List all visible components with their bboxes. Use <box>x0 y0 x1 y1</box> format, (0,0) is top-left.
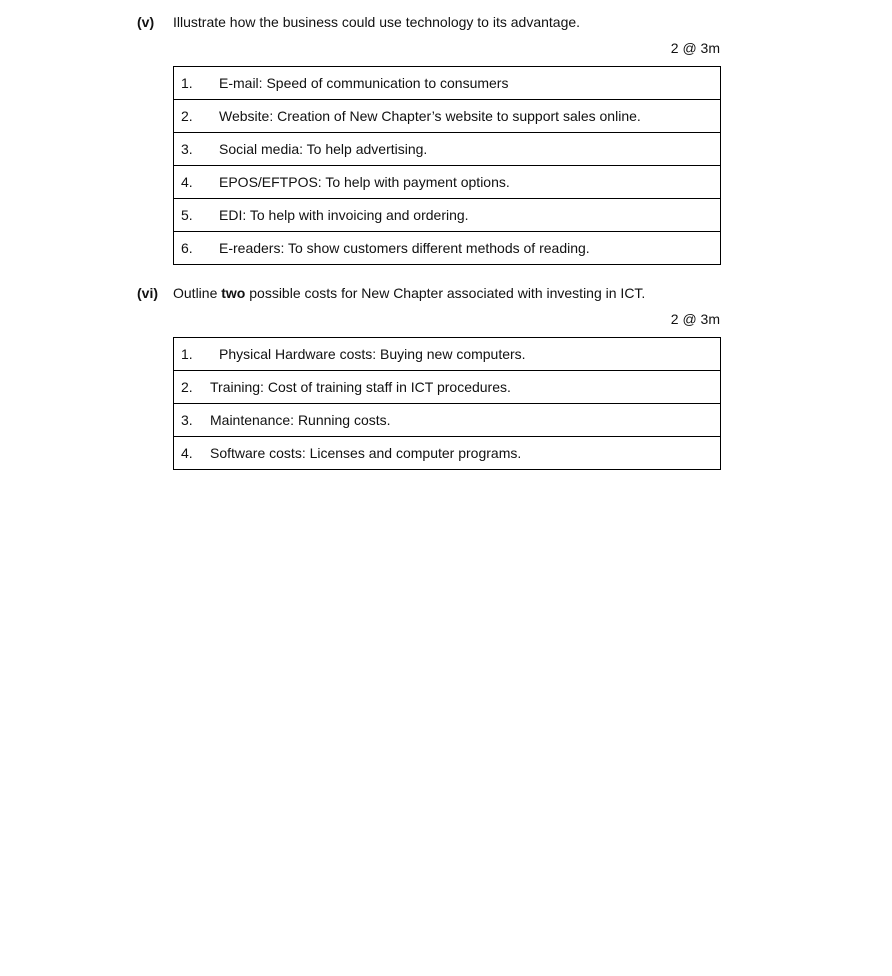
row-number: 2. <box>181 108 193 124</box>
question-text-part: possible costs for New Chapter associated with investing in ICT. <box>245 285 646 301</box>
answer-cell <box>174 232 721 265</box>
answer-text: Social media: To help advertising. <box>219 141 428 157</box>
answer-cell <box>174 199 721 232</box>
row-number: 1. <box>181 75 193 91</box>
answer-cell <box>174 404 721 437</box>
table-row <box>174 199 721 232</box>
question-number: (v) <box>137 14 155 30</box>
table-row <box>174 67 721 100</box>
question-number: (vi) <box>137 285 158 301</box>
row-number: 1. <box>181 346 193 362</box>
row-number: 5. <box>181 207 193 223</box>
question-text-emphasis: two <box>221 285 246 301</box>
answer-text: Website: Creation of New Chapter’s website to support sales online. <box>219 108 641 124</box>
table-row <box>174 100 721 133</box>
answer-cell <box>174 166 721 199</box>
marks-allocation: 2 @ 3m <box>670 311 720 327</box>
row-number: 3. <box>181 141 193 157</box>
answer-text: Software costs: Licenses and computer programs. <box>210 445 522 461</box>
answer-cell <box>174 100 721 133</box>
question-text-part: Outline <box>173 285 222 301</box>
answer-table-v <box>173 66 721 265</box>
answer-table-vi <box>173 337 721 470</box>
question-vi-heading <box>137 283 645 303</box>
table-row <box>174 338 721 371</box>
answer-text: EDI: To help with invoicing and ordering. <box>219 207 469 223</box>
answer-text: E-mail: Speed of communication to consumers <box>219 75 509 91</box>
answer-cell <box>174 371 721 404</box>
answer-text: Maintenance: Running costs. <box>210 412 391 428</box>
answer-text: Training: Cost of training staff in ICT procedures. <box>210 379 511 395</box>
question-text <box>173 285 645 301</box>
row-number: 4. <box>181 174 193 190</box>
table-row <box>174 166 721 199</box>
table-row <box>174 437 721 470</box>
row-number: 4. <box>181 445 193 461</box>
table-row <box>174 371 721 404</box>
answer-cell <box>174 437 721 470</box>
table-row <box>174 404 721 437</box>
answer-text: E-readers: To show customers different methods of reading. <box>219 240 590 256</box>
row-number: 2. <box>181 379 193 395</box>
table-row <box>174 133 721 166</box>
answer-cell <box>174 133 721 166</box>
answer-text: EPOS/EFTPOS: To help with payment options. <box>219 174 510 190</box>
row-number: 3. <box>181 412 193 428</box>
answer-cell <box>174 338 721 371</box>
answer-cell <box>174 67 721 100</box>
answer-text: Physical Hardware costs: Buying new computers. <box>219 346 526 362</box>
marks-allocation: 2 @ 3m <box>670 40 720 56</box>
question-v-heading <box>137 12 580 32</box>
row-number: 6. <box>181 240 193 256</box>
question-text: Illustrate how the business could use technology to its advantage. <box>173 14 581 30</box>
table-row <box>174 232 721 265</box>
